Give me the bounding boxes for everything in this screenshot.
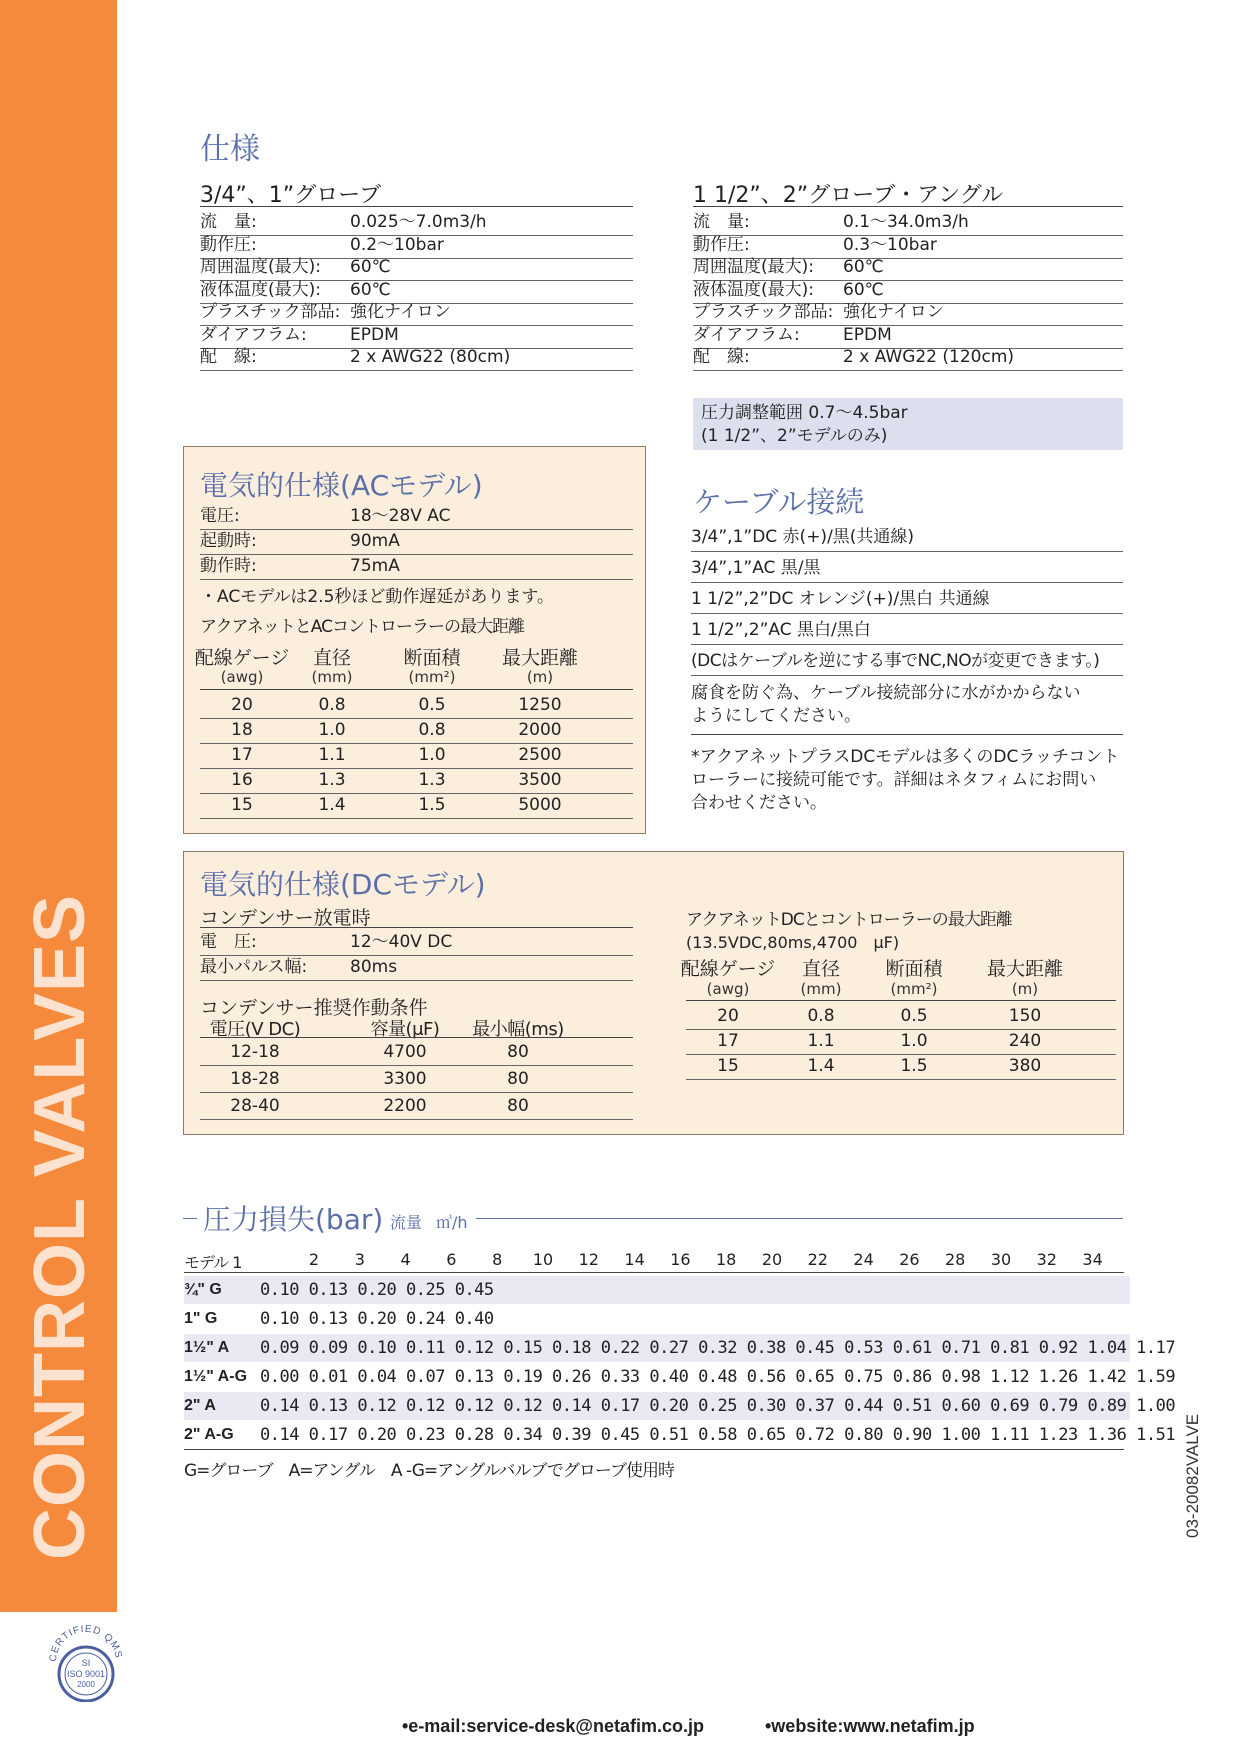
spec-value: 0.2～10bar	[350, 234, 444, 255]
pressure-values: 0.10 0.13 0.20 0.25 0.45	[260, 1280, 494, 1300]
pressure-row	[184, 1305, 1130, 1333]
flow-header: 8	[492, 1250, 503, 1269]
spec-row	[200, 955, 633, 981]
flow-header: 2	[308, 1250, 320, 1269]
cable-line: 3/4”,1”AC 黒/黒	[691, 554, 1123, 583]
table-header: 直径	[312, 647, 351, 669]
flow-header: 32	[1036, 1250, 1057, 1269]
pressure-model-label: 1" G	[184, 1310, 218, 1327]
cable-line: 3/4”,1”DC 赤(+)/黒(共通線)	[691, 523, 1123, 552]
table-cell: 2500	[518, 745, 562, 765]
sidebar-brand-text: CONTROL VALVES	[20, 893, 100, 1560]
spec-value: 60℃	[350, 279, 391, 300]
rec-cell: 3300	[383, 1069, 427, 1089]
pressure-model-label: 1½" A	[184, 1339, 230, 1356]
spec-label: ダイアフラム:	[200, 324, 307, 345]
flow-header: 20	[761, 1250, 783, 1269]
spec-value: 80ms	[350, 957, 398, 977]
table-row	[686, 1004, 1116, 1030]
rec-cell: 12-18	[230, 1042, 280, 1062]
table-unit: (m)	[1011, 980, 1039, 998]
pressure-header-rule	[184, 1272, 1124, 1273]
rec-cell: 4700	[383, 1042, 427, 1062]
spec-label: 起動時:	[200, 531, 257, 551]
table-row	[200, 793, 633, 819]
table-cell: 5000	[518, 795, 562, 815]
pressure-row	[184, 1392, 1176, 1420]
pressure-model-label: 2" A	[184, 1397, 216, 1414]
pressure-row	[184, 1421, 1176, 1449]
spec-label: 液体温度(最大):	[693, 279, 814, 300]
table-cell: 150	[1008, 1006, 1042, 1026]
dc-distance-conditions: (13.5VDC,80ms,4700 μF)	[686, 933, 900, 952]
pressure-model-label: 1½" A-G	[184, 1368, 248, 1385]
iso-certification-logo	[44, 1618, 128, 1702]
table-row	[200, 693, 633, 719]
spec-label: 周囲温度(最大):	[693, 257, 814, 277]
pressure-row	[184, 1334, 1176, 1362]
table-cell: 1.4	[318, 795, 346, 815]
cable-line: 1 1/2”,2”AC 黒白/黒白	[691, 616, 1123, 645]
svg-text:CERTIFIED QMS	[48, 1624, 124, 1663]
spec-value: 0.1～34.0m3/h	[843, 212, 969, 232]
rec-cell: 80	[507, 1069, 529, 1089]
rec-cell: 2200	[383, 1096, 427, 1116]
rec-row	[200, 1067, 633, 1093]
flow-header: 24	[853, 1250, 874, 1269]
sidebar-brand	[0, 0, 117, 1612]
table-cell: 1.3	[418, 770, 446, 790]
table-cell: 1.0	[900, 1031, 928, 1051]
table-cell: 16	[231, 770, 253, 790]
spec-value: 0.025～7.0m3/h	[350, 212, 487, 232]
spec-value: 18～28V AC	[350, 506, 451, 526]
table-cell: 18	[231, 720, 253, 740]
ac-distance-title: アクアネットとACコントローラーの最大距離	[200, 617, 525, 637]
dc-latch-note	[691, 746, 1131, 815]
table-cell: 20	[231, 695, 253, 715]
flow-header: 4	[400, 1250, 411, 1269]
pressure-range-note	[693, 398, 1123, 450]
table-cell: 3500	[518, 770, 562, 790]
pressure-values: 0.10 0.13 0.20 0.24 0.40	[260, 1309, 494, 1329]
table-cell: 1.1	[807, 1031, 835, 1051]
table-unit: (awg)	[220, 668, 264, 686]
table-cell: 1.3	[318, 770, 346, 790]
table-cell: 0.8	[807, 1006, 835, 1026]
spec-row	[200, 345, 633, 371]
rec-row	[200, 1094, 633, 1120]
flow-header: 3	[354, 1250, 365, 1269]
ac-delay-note: ・ACモデルは2.5秒ほど動作遅延があります。	[200, 587, 555, 607]
rec-cell: 28-40	[230, 1096, 280, 1116]
table-row	[200, 743, 633, 769]
table-cell: 15	[717, 1056, 739, 1076]
spec-label: 動作圧:	[693, 234, 750, 255]
table-unit: (mm²)	[408, 668, 456, 686]
table-header: 配線ゲージ	[680, 958, 776, 980]
table-cell: 1.1	[318, 745, 346, 765]
table-unit: (mm)	[800, 980, 842, 998]
pressure-row	[184, 1363, 1176, 1391]
table-cell: 17	[231, 745, 253, 765]
spec-row	[200, 930, 633, 956]
dc-box-title: 電気的仕様(DCモデル)	[200, 868, 486, 901]
table-cell: 20	[717, 1006, 739, 1026]
table-header-rule	[200, 689, 633, 690]
dc-latch-note-line3: 合わせください。	[691, 793, 827, 813]
cert-logo-line3: 2000	[77, 1680, 95, 1689]
doc-code	[1170, 1400, 1210, 1550]
rec-header: 最小幅(ms)	[472, 1019, 564, 1040]
spec-label: 動作時:	[200, 556, 257, 576]
cert-ring-text: CERTIFIED QMS	[47, 1623, 124, 1663]
spec-label: ダイアフラム:	[693, 324, 800, 345]
rec-row	[200, 1040, 633, 1066]
spec-label: プラスチック部品:	[200, 302, 341, 322]
spec-label: 電 圧:	[200, 932, 257, 952]
flow-header: 14	[624, 1250, 645, 1269]
pressure-values: 0.00 0.01 0.04 0.07 0.13 0.19 0.26 0.33 0.40 0.48 0.56 0.65 0.75 0.86 0.98 1.12 1.26 1.42 1.59	[260, 1367, 1176, 1387]
spec-value: 12～40V DC	[350, 932, 453, 952]
table-row	[686, 1029, 1116, 1055]
spec-row	[200, 554, 633, 580]
spec-row	[693, 345, 1123, 371]
spec-value: EPDM	[350, 324, 399, 345]
cable-divider	[691, 734, 1123, 735]
footer-email-link[interactable]: •e-mail:service-desk@netafim.co.jp	[402, 1716, 704, 1736]
rec-cell: 80	[507, 1096, 529, 1116]
globe-large-rule	[693, 206, 1123, 207]
spec-value: 2 x AWG22 (80cm)	[350, 347, 511, 367]
spec-value: 90mA	[350, 531, 400, 551]
spec-label: 最小パルス幅:	[200, 957, 308, 977]
globe-small-title: 3/4”、1”グローブ	[200, 183, 382, 208]
table-unit: (mm²)	[890, 980, 938, 998]
flow-header: 28	[945, 1250, 966, 1269]
globe-small-rule	[200, 206, 633, 207]
table-row	[200, 768, 633, 794]
table-header: 最大距離	[986, 958, 1063, 980]
flow-header: 6	[446, 1250, 457, 1269]
dc-latch-note-line2: ローラーに接続可能です。詳細はネタフィムにお問い	[691, 770, 1097, 790]
flow-header: 18	[716, 1250, 737, 1269]
spec-value: 60℃	[843, 279, 884, 300]
pressure-range-line2: (1 1/2”、2”モデルのみ)	[701, 426, 888, 446]
spec-label: 流 量:	[200, 212, 257, 232]
table-unit: (awg)	[706, 980, 750, 998]
spec-row	[200, 504, 633, 530]
table-cell: 0.5	[900, 1006, 928, 1026]
flow-header: 22	[807, 1250, 828, 1269]
corrosion-warning	[691, 682, 1123, 728]
spec-label: 電圧:	[200, 506, 240, 526]
table-unit: (m)	[526, 668, 554, 686]
spec-value: 60℃	[350, 257, 391, 277]
table-cell: 1250	[518, 695, 562, 715]
spec-row	[200, 529, 633, 555]
table-cell: 15	[231, 795, 253, 815]
rec-header-rule	[200, 1037, 633, 1038]
table-row	[200, 718, 633, 744]
ac-box-title: 電気的仕様(ACモデル)	[200, 469, 483, 502]
table-header: 最大距離	[501, 647, 578, 669]
pressure-model-header: モデル 1	[184, 1253, 242, 1272]
cable-line: (DCはケーブルを逆にする事でNC,NOが変更できます。)	[691, 647, 1123, 676]
flow-header: 12	[578, 1250, 599, 1269]
table-cell: 0.8	[318, 695, 346, 715]
pressure-row	[184, 1276, 1130, 1304]
footer-website-link[interactable]: •website:www.netafim.jp	[765, 1716, 975, 1736]
pressure-flow-label: 流量	[390, 1213, 423, 1232]
pressure-values: 0.09 0.09 0.10 0.11 0.12 0.15 0.18 0.22 0.27 0.32 0.38 0.45 0.53 0.61 0.71 0.81 0.92 1.04 1.17	[260, 1338, 1176, 1358]
table-header: 断面積	[403, 647, 461, 669]
table-cell: 0.8	[418, 720, 446, 740]
cert-logo-line1: SI	[81, 1658, 91, 1668]
spec-value: 60℃	[843, 257, 884, 277]
spec-label: 配 線:	[693, 347, 750, 367]
spec-value: 強化ナイロン	[843, 302, 944, 322]
rec-cell: 18-28	[230, 1069, 280, 1089]
pressure-rule-right	[476, 1218, 1123, 1219]
pressure-legend: G=グローブ A=アングル A -G=アングルバルブでグローブ使用時	[184, 1461, 675, 1481]
table-cell: 240	[1008, 1031, 1042, 1051]
flow-header: 10	[532, 1250, 554, 1269]
table-cell: 1.0	[318, 720, 346, 740]
corrosion-warning-line1: 腐食を防ぐ為、ケーブル接続部分に水がかからない	[691, 683, 1081, 703]
cable-title: ケーブル接続	[693, 485, 865, 519]
table-cell: 1.0	[418, 745, 446, 765]
flow-header: 16	[670, 1250, 691, 1269]
spec-label: 周囲温度(最大):	[200, 257, 321, 277]
table-cell: 1.4	[807, 1056, 835, 1076]
pressure-values: 0.14 0.17 0.20 0.23 0.28 0.34 0.39 0.45 0.51 0.58 0.65 0.72 0.80 0.90 1.00 1.11 1.23 1.36 1.51	[260, 1425, 1176, 1445]
dc-distance-title: アクアネットDCとコントローラーの最大距離	[686, 910, 1012, 930]
pressure-range-line1: 圧力調整範囲 0.7～4.5bar	[701, 403, 908, 423]
capacitor-rule	[200, 927, 633, 928]
spec-value: 75mA	[350, 556, 400, 576]
table-cell: 380	[1008, 1056, 1042, 1076]
spec-title: 仕様	[200, 132, 260, 167]
table-header: 直径	[801, 958, 840, 980]
spec-value: 2 x AWG22 (120cm)	[843, 347, 1015, 367]
table-unit: (mm)	[311, 668, 353, 686]
spec-label: 液体温度(最大):	[200, 279, 321, 300]
capacitor-title: コンデンサー放電時	[200, 907, 371, 929]
spec-value: 0.3～10bar	[843, 234, 937, 255]
rec-cell: 80	[507, 1042, 529, 1062]
pressure-rule-left	[183, 1218, 197, 1219]
table-cell: 17	[717, 1031, 739, 1051]
cert-logo-line2: ISO 9001	[66, 1669, 106, 1679]
globe-large-title: 1 1/2”、2”グローブ・アングル	[693, 183, 1004, 208]
table-row	[686, 1054, 1116, 1080]
corrosion-warning-line2: ようにしてください。	[691, 706, 861, 726]
pressure-model-label: ¾" G	[184, 1281, 222, 1298]
table-cell: 2000	[518, 720, 562, 740]
flow-header: 26	[899, 1250, 920, 1269]
rec-header: 容量(μF)	[370, 1019, 440, 1040]
recommended-title: コンデンサー推奨作動条件	[200, 997, 428, 1019]
table-cell: 0.5	[418, 695, 446, 715]
table-header: 断面積	[885, 958, 943, 980]
flow-header: 30	[990, 1250, 1012, 1269]
pressure-bottom-rule	[184, 1449, 1124, 1450]
pressure-flow-unit: ㎥/h	[436, 1213, 468, 1232]
table-cell: 1.5	[900, 1056, 928, 1076]
table-header-rule	[686, 1000, 1116, 1001]
rec-header: 電圧(V DC)	[209, 1019, 301, 1040]
pressure-values: 0.14 0.13 0.12 0.12 0.12 0.12 0.14 0.17 0.20 0.25 0.30 0.37 0.44 0.51 0.60 0.69 0.79 0.89 1.00	[260, 1396, 1176, 1416]
spec-label: 配 線:	[200, 347, 257, 367]
flow-header: 34	[1082, 1250, 1103, 1269]
spec-value: 強化ナイロン	[350, 302, 451, 322]
pressure-model-label: 2" A-G	[184, 1426, 234, 1443]
spec-label: 動作圧:	[200, 234, 257, 255]
table-cell: 1.5	[418, 795, 446, 815]
dc-latch-note-line1: *アクアネットプラスDCモデルは多くのDCラッチコント	[691, 747, 1120, 767]
pressure-title: 圧力損失(bar)	[203, 1203, 384, 1236]
spec-label: プラスチック部品:	[693, 302, 834, 322]
cable-line: 1 1/2”,2”DC オレンジ(+)/黒白 共通線	[691, 585, 1123, 614]
table-header: 配線ゲージ	[194, 647, 290, 669]
doc-code-text: 03-20082VALVE	[1183, 1413, 1202, 1538]
spec-value: EPDM	[843, 324, 892, 345]
spec-label: 流 量:	[693, 212, 750, 232]
